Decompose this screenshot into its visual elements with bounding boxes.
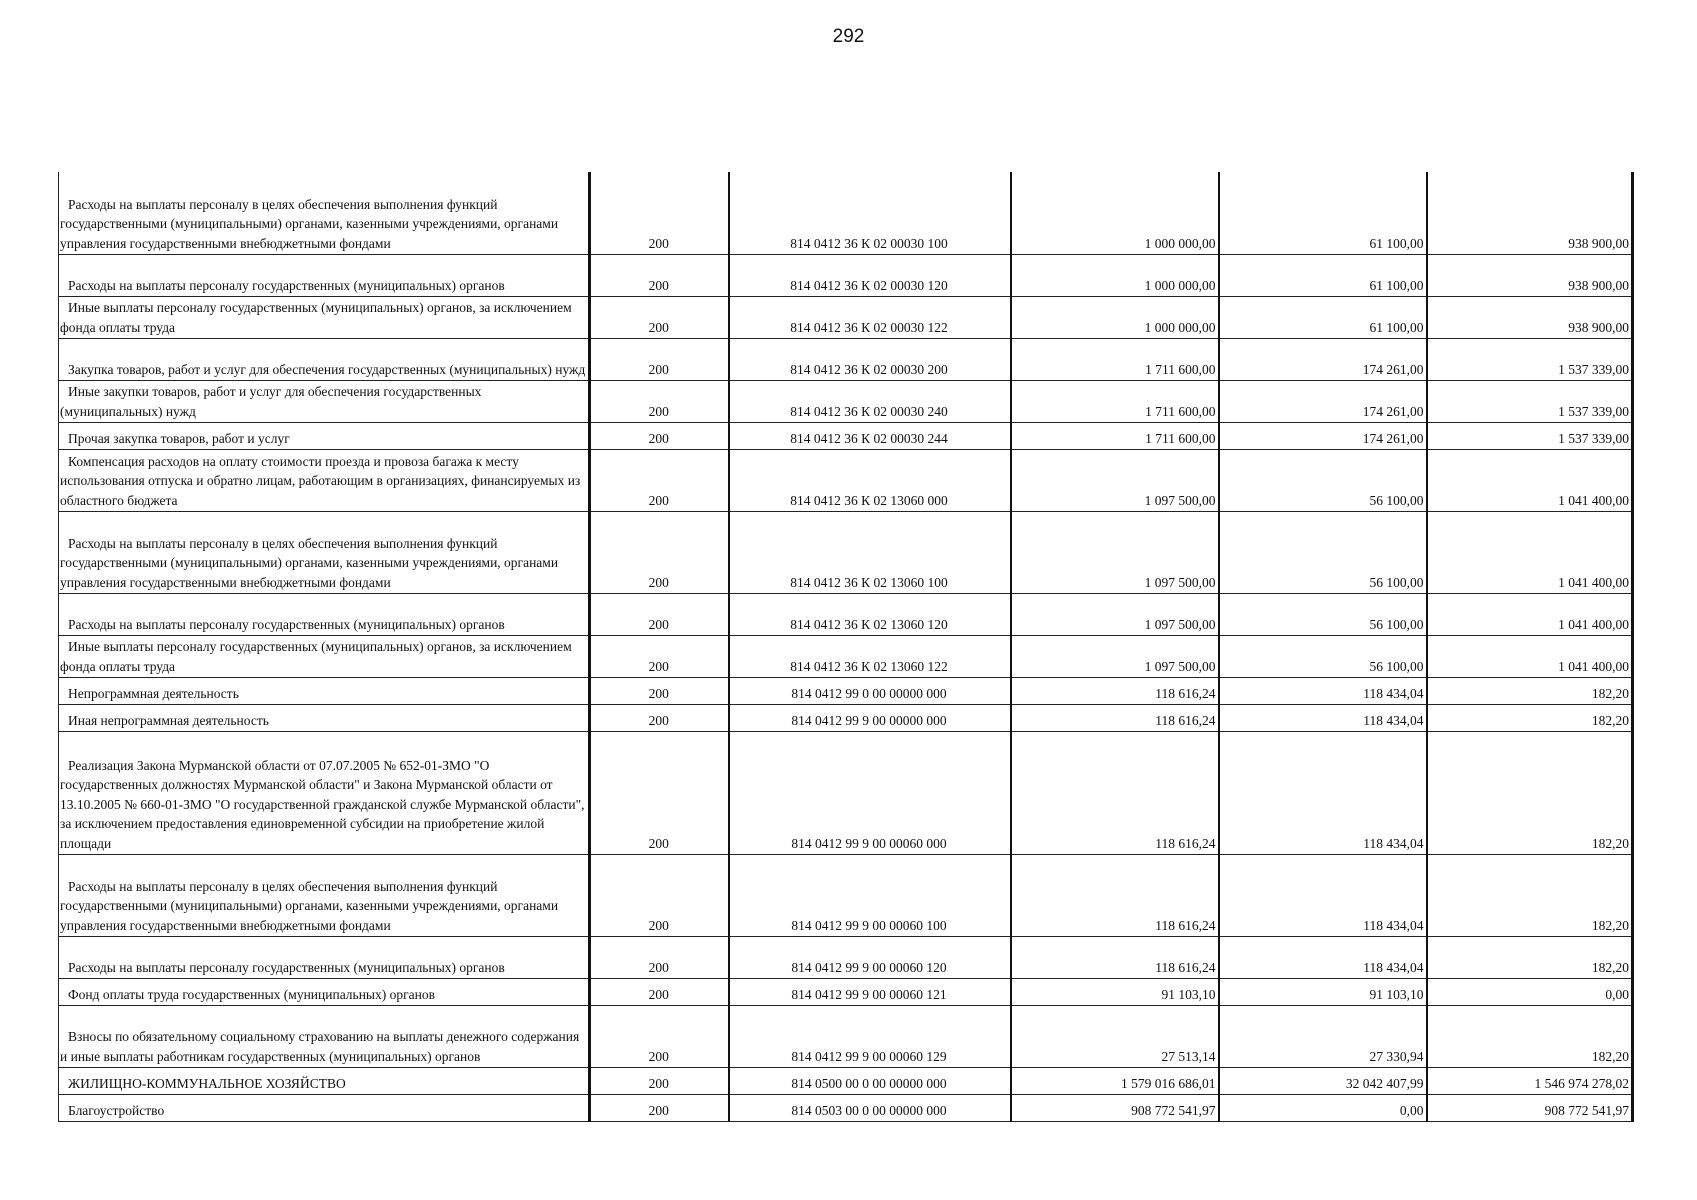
expense-name-cell <box>59 296 590 338</box>
unexecuted-amount-cell: 1 041 400,00 <box>1427 511 1633 593</box>
expense-name-cell <box>59 978 590 1005</box>
expense-name-cell <box>59 677 590 704</box>
line-code-cell: 200 <box>590 380 729 422</box>
table-row <box>59 254 1633 296</box>
line-code-cell: 200 <box>590 1005 729 1067</box>
unexecuted-amount-cell: 938 900,00 <box>1427 296 1633 338</box>
executed-amount-cell: 0,00 <box>1219 1094 1427 1121</box>
budget-classification-cell: 814 0412 36 К 02 13060 122 <box>729 635 1011 677</box>
approved-amount-cell: 1 000 000,00 <box>1011 296 1219 338</box>
expense-name-cell <box>59 635 590 677</box>
expense-name: Иные закупки товаров, работ и услуг для обеспечения государственных (муниципальных) нужд <box>60 384 482 419</box>
budget-classification-cell: 814 0412 36 К 02 00030 120 <box>729 254 1011 296</box>
budget-classification-cell: 814 0412 99 9 00 00060 100 <box>729 854 1011 936</box>
table-row <box>59 936 1633 978</box>
line-code-cell: 200 <box>590 854 729 936</box>
page-number: 292 <box>832 26 865 47</box>
executed-amount-cell: 56 100,00 <box>1219 511 1427 593</box>
unexecuted-amount-cell: 0,00 <box>1427 978 1633 1005</box>
budget-classification-cell: 814 0412 99 9 00 00060 000 <box>729 731 1011 854</box>
expense-name-cell <box>59 338 590 380</box>
executed-amount-cell: 27 330,94 <box>1219 1005 1427 1067</box>
approved-amount-cell: 118 616,24 <box>1011 936 1219 978</box>
line-code-cell: 200 <box>590 635 729 677</box>
unexecuted-amount-cell: 1 041 400,00 <box>1427 449 1633 511</box>
approved-amount-cell: 118 616,24 <box>1011 854 1219 936</box>
executed-amount-cell: 56 100,00 <box>1219 593 1427 635</box>
unexecuted-amount-cell: 1 537 339,00 <box>1427 422 1633 449</box>
budget-classification-cell: 814 0412 99 0 00 00000 000 <box>729 677 1011 704</box>
budget-classification-cell: 814 0412 36 К 02 13060 120 <box>729 593 1011 635</box>
executed-amount-cell: 91 103,10 <box>1219 978 1427 1005</box>
executed-amount-cell: 32 042 407,99 <box>1219 1067 1427 1094</box>
budget-classification-cell: 814 0412 36 К 02 00030 200 <box>729 338 1011 380</box>
expense-name: Взносы по обязательному социальному страхованию на выплаты денежного содержания и иные выплаты работникам государственных (муниципальных) органов <box>60 1029 580 1064</box>
table-row <box>59 978 1633 1005</box>
unexecuted-amount-cell: 182,20 <box>1427 704 1633 731</box>
expense-name: Расходы на выплаты персоналу государственных (муниципальных) органов <box>68 959 505 975</box>
approved-amount-cell: 1 000 000,00 <box>1011 172 1219 254</box>
executed-amount-cell: 118 434,04 <box>1219 677 1427 704</box>
executed-amount-cell: 174 261,00 <box>1219 380 1427 422</box>
expense-name: Реализация Закона Мурманской области от 07.07.2005 № 652-01-ЗМО "О государственных должностях Мурманской области" и Закона Мурманской области от 13.10.2005 № 660-01-ЗМО "О государственной гражданской службе Мурманской области", за исключением предоставления единовременной субсидии на приобретение жилой площади <box>60 757 585 851</box>
table-row <box>59 338 1633 380</box>
executed-amount-cell: 174 261,00 <box>1219 338 1427 380</box>
line-code-cell: 200 <box>590 593 729 635</box>
budget-classification-cell: 814 0412 99 9 00 00060 129 <box>729 1005 1011 1067</box>
executed-amount-cell: 174 261,00 <box>1219 422 1427 449</box>
budget-classification-cell: 814 0412 36 К 02 00030 100 <box>729 172 1011 254</box>
budget-classification-cell: 814 0412 36 К 02 00030 244 <box>729 422 1011 449</box>
table-row <box>59 704 1633 731</box>
executed-amount-cell: 61 100,00 <box>1219 172 1427 254</box>
approved-amount-cell: 1 097 500,00 <box>1011 635 1219 677</box>
unexecuted-amount-cell: 938 900,00 <box>1427 254 1633 296</box>
table-row <box>59 635 1633 677</box>
line-code-cell: 200 <box>590 731 729 854</box>
table-row <box>59 449 1633 511</box>
unexecuted-amount-cell: 1 546 974 278,02 <box>1427 1067 1633 1094</box>
approved-amount-cell: 1 097 500,00 <box>1011 511 1219 593</box>
expense-name: Иные выплаты персоналу государственных (муниципальных) органов, за исключением фонда оплаты труда <box>60 300 572 335</box>
approved-amount-cell: 1 711 600,00 <box>1011 380 1219 422</box>
table-row <box>59 593 1633 635</box>
expense-name-cell <box>59 704 590 731</box>
unexecuted-amount-cell: 938 900,00 <box>1427 172 1633 254</box>
budget-classification-cell: 814 0412 36 К 02 13060 100 <box>729 511 1011 593</box>
budget-classification-cell: 814 0412 99 9 00 00060 121 <box>729 978 1011 1005</box>
line-code-cell: 200 <box>590 449 729 511</box>
executed-amount-cell: 61 100,00 <box>1219 296 1427 338</box>
budget-classification-cell: 814 0412 36 К 02 13060 000 <box>729 449 1011 511</box>
approved-amount-cell: 1 711 600,00 <box>1011 338 1219 380</box>
expense-name-cell <box>59 1005 590 1067</box>
executed-amount-cell: 118 434,04 <box>1219 936 1427 978</box>
expense-name-cell <box>59 449 590 511</box>
table-row <box>59 296 1633 338</box>
unexecuted-amount-cell: 182,20 <box>1427 677 1633 704</box>
table-row <box>59 422 1633 449</box>
expense-name: Фонд оплаты труда государственных (муниципальных) органов <box>68 986 435 1002</box>
budget-classification-cell: 814 0412 99 9 00 00000 000 <box>729 704 1011 731</box>
executed-amount-cell: 118 434,04 <box>1219 731 1427 854</box>
unexecuted-amount-cell: 1 537 339,00 <box>1427 338 1633 380</box>
table-row <box>59 1094 1633 1121</box>
executed-amount-cell: 61 100,00 <box>1219 254 1427 296</box>
line-code-cell: 200 <box>590 254 729 296</box>
expense-name: Расходы на выплаты персоналу в целях обеспечения выполнения функций государственными (муниципальными) органами, казенными учреждениями, органами управления государственными внебюджетными фондами <box>60 878 559 933</box>
unexecuted-amount-cell: 1 041 400,00 <box>1427 593 1633 635</box>
line-code-cell: 200 <box>590 422 729 449</box>
expense-name-cell <box>59 593 590 635</box>
budget-execution-table <box>58 172 1634 1122</box>
expense-name-cell <box>59 254 590 296</box>
approved-amount-cell: 1 711 600,00 <box>1011 422 1219 449</box>
approved-amount-cell: 118 616,24 <box>1011 731 1219 854</box>
approved-amount-cell: 91 103,10 <box>1011 978 1219 1005</box>
line-code-cell: 200 <box>590 338 729 380</box>
table-row <box>59 380 1633 422</box>
executed-amount-cell: 56 100,00 <box>1219 635 1427 677</box>
executed-amount-cell: 118 434,04 <box>1219 704 1427 731</box>
expense-name-cell <box>59 936 590 978</box>
unexecuted-amount-cell: 182,20 <box>1427 1005 1633 1067</box>
expense-name-cell <box>59 1067 590 1094</box>
table-row <box>59 511 1633 593</box>
expense-name: Расходы на выплаты персоналу в целях обеспечения выполнения функций государственными (муниципальными) органами, казенными учреждениями, органами управления государственными внебюджетными фондами <box>60 535 559 590</box>
line-code-cell: 200 <box>590 704 729 731</box>
expense-name: Закупка товаров, работ и услуг для обеспечения государственных (муниципальных) нужд <box>68 361 586 377</box>
line-code-cell: 200 <box>590 677 729 704</box>
budget-classification-cell: 814 0412 36 К 02 00030 240 <box>729 380 1011 422</box>
unexecuted-amount-cell: 182,20 <box>1427 854 1633 936</box>
expense-name-cell <box>59 422 590 449</box>
approved-amount-cell: 118 616,24 <box>1011 704 1219 731</box>
table-row <box>59 1005 1633 1067</box>
approved-amount-cell: 27 513,14 <box>1011 1005 1219 1067</box>
budget-classification-cell: 814 0503 00 0 00 00000 000 <box>729 1094 1011 1121</box>
expense-name: Расходы на выплаты персоналу государственных (муниципальных) органов <box>68 277 505 293</box>
line-code-cell: 200 <box>590 978 729 1005</box>
expense-name: Благоустройство <box>68 1102 165 1118</box>
expense-name-cell <box>59 511 590 593</box>
unexecuted-amount-cell: 182,20 <box>1427 731 1633 854</box>
approved-amount-cell: 1 000 000,00 <box>1011 254 1219 296</box>
expense-name: Компенсация расходов на оплату стоимости проезда и провоза багажа к месту использования отпуска и обратно лицам, работающим в организациях, финансируемых из областного бюджета <box>60 453 581 508</box>
unexecuted-amount-cell: 182,20 <box>1427 936 1633 978</box>
expense-name: Непрограммная деятельность <box>68 685 239 701</box>
expense-name: ЖИЛИЩНО-КОММУНАЛЬНОЕ ХОЗЯЙСТВО <box>68 1075 346 1091</box>
table-row <box>59 731 1633 854</box>
expense-name-cell <box>59 854 590 936</box>
approved-amount-cell: 1 579 016 686,01 <box>1011 1067 1219 1094</box>
approved-amount-cell: 118 616,24 <box>1011 677 1219 704</box>
expense-name-cell <box>59 380 590 422</box>
expense-name-cell <box>59 1094 590 1121</box>
unexecuted-amount-cell: 1 041 400,00 <box>1427 635 1633 677</box>
table-row <box>59 1067 1633 1094</box>
approved-amount-cell: 1 097 500,00 <box>1011 449 1219 511</box>
approved-amount-cell: 1 097 500,00 <box>1011 593 1219 635</box>
budget-classification-cell: 814 0412 99 9 00 00060 120 <box>729 936 1011 978</box>
unexecuted-amount-cell: 1 537 339,00 <box>1427 380 1633 422</box>
table-row <box>59 677 1633 704</box>
expense-name: Прочая закупка товаров, работ и услуг <box>68 430 290 446</box>
executed-amount-cell: 118 434,04 <box>1219 854 1427 936</box>
line-code-cell: 200 <box>590 296 729 338</box>
table-row <box>59 854 1633 936</box>
expense-name: Иные выплаты персоналу государственных (муниципальных) органов, за исключением фонда оплаты труда <box>60 639 572 674</box>
line-code-cell: 200 <box>590 1067 729 1094</box>
expense-name-cell <box>59 731 590 854</box>
line-code-cell: 200 <box>590 172 729 254</box>
expense-name: Расходы на выплаты персоналу государственных (муниципальных) органов <box>68 616 505 632</box>
line-code-cell: 200 <box>590 511 729 593</box>
executed-amount-cell: 56 100,00 <box>1219 449 1427 511</box>
unexecuted-amount-cell: 908 772 541,97 <box>1427 1094 1633 1121</box>
budget-classification-cell: 814 0500 00 0 00 00000 000 <box>729 1067 1011 1094</box>
line-code-cell: 200 <box>590 1094 729 1121</box>
budget-classification-cell: 814 0412 36 К 02 00030 122 <box>729 296 1011 338</box>
expense-name: Иная непрограммная деятельность <box>68 712 269 728</box>
line-code-cell: 200 <box>590 936 729 978</box>
table-row <box>59 172 1633 254</box>
expense-name: Расходы на выплаты персоналу в целях обеспечения выполнения функций государственными (муниципальными) органами, казенными учреждениями, органами управления государственными внебюджетными фондами <box>60 196 559 251</box>
approved-amount-cell: 908 772 541,97 <box>1011 1094 1219 1121</box>
expense-name-cell <box>59 172 590 254</box>
